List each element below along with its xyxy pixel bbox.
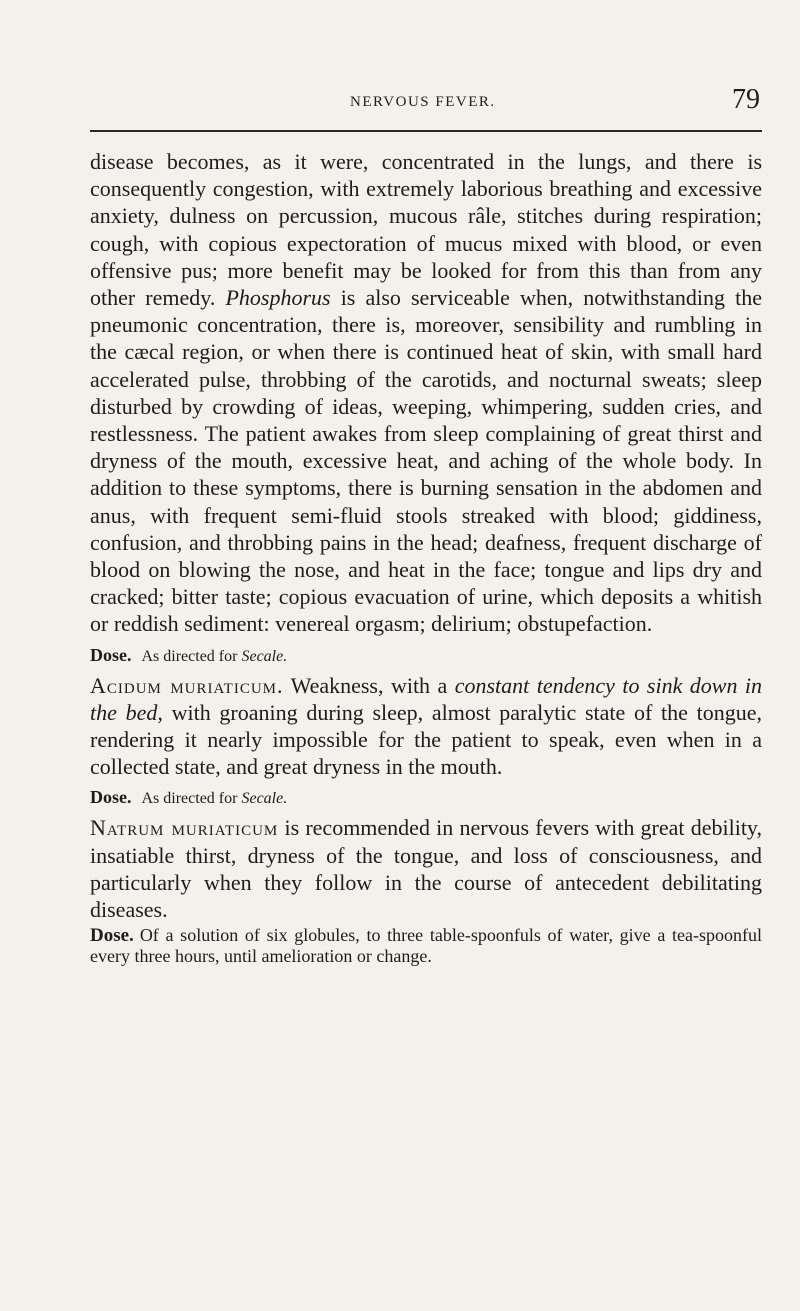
paragraph-text: disease becomes, as it were, concentrated in the lungs, and there is consequently congestion, with extremely laborious breathing and excessive anxiety, dulness on percussion, mucous râle, stitches during respiration; cough, with copious expectoration of mucus mixed with blood, or even offensive pus; more benefit may be looked for from this than from any other remedy. [90,149,762,311]
paragraph-text: is also serviceable when, notwithstanding the pneumonic concentration, there is, moreover, sensibility and rumbling in the cæcal region, or when there is continued heat of skin, with small hard accelerated pulse, throbbing of the carotids, and nocturnal sweats; sleep disturbed by crowding of ideas, weeping, whimpering, sudden cries, and restlessness. The patient awakes from sleep complaining of great thirst and dryness of the mouth, excessive heat, and aching of the whole body. In addition to these symptoms, there is burning sensation in the abdomen and anus, with frequent semi-fluid stools streaked with blood; giddiness, confusion, and throbbing pains in the head; deafness, frequent discharge of blood on blowing the nose, and heat in the face; tongue and lips dry and cracked; bitter taste; copious evacuation of urine, which deposits a whitish or reddish sediment: venereal orgasm; delirium; obstupefaction. [90,285,763,637]
remedy-name: Acidum muriaticum. [90,672,284,698]
page-number: 79 [732,84,760,115]
remedy-name: Natrum muriaticum [90,815,279,841]
dose-line [90,640,762,672]
italic-phrase: constant tendency to sink down in the bed, [90,672,763,725]
paragraph-text: with groaning during sleep, almost paralytic state of the tongue, rendering it nearly impossible for the patient to speak, even when in a collected state, and great dryness in the mouth. [90,699,762,780]
dose-line [90,925,762,967]
dose-text: As directed for [141,790,238,808]
page-body [90,148,762,967]
dose-remedy: Secale. [241,647,288,665]
dose-label: Dose. [90,644,132,665]
paragraph-text: Weakness, with a [290,672,448,698]
paragraph-phosphorus [90,148,762,638]
dose-line [90,782,762,814]
running-head: NERVOUS FEVER. [350,94,496,110]
page-header [90,84,762,124]
dose-remedy: Secale. [241,790,288,808]
dose-text: Of a solution of six globules, to three table-spoonfuls of water, give a tea-spoonful every three hours, until amelioration or change. [90,925,762,967]
dose-text: As directed for [141,647,238,665]
paragraph-text: is recommended in nervous fevers with great debility, insatiable thirst, dryness of the tongue, and loss of consciousness, and particularly when they follow in the course of antecedent debilitating diseases. [90,815,762,923]
dose-label: Dose. [90,787,132,808]
remedy-name: Phosphorus [225,285,331,311]
header-rule [90,130,762,132]
dose-label: Dose. [90,925,134,947]
paragraph-acidum-muriaticum [90,672,762,781]
paragraph-natrum-muriaticum [90,814,762,923]
